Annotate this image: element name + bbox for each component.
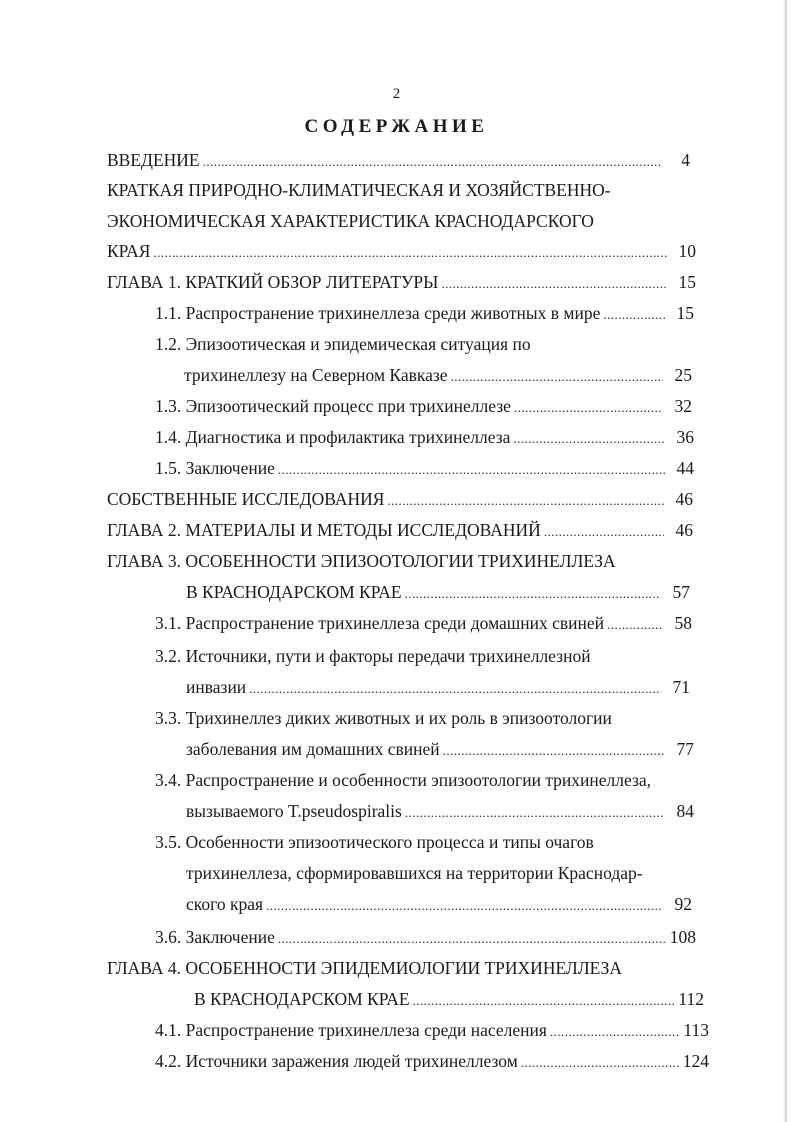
toc-entry-4-2[interactable] xyxy=(155,1050,709,1074)
toc-page-number: 46 xyxy=(675,520,693,540)
toc-page-number: 58 xyxy=(674,613,692,633)
toc-page-number: 77 xyxy=(676,739,694,759)
toc-leader-dots xyxy=(153,242,667,264)
toc-leader-dots xyxy=(443,740,665,762)
toc-leader-dots xyxy=(514,397,663,419)
toc-page-number: 124 xyxy=(682,1051,709,1071)
toc-entry-krai-line2: ЭКОНОМИЧЕСКАЯ ХАРАКТЕРИСТИКА КРАСНОДАРСКОГО xyxy=(107,211,594,231)
page-title: СОДЕРЖАНИЕ xyxy=(304,116,489,137)
toc-label: 1.4. Диагностика и профилактика трихинеллеза xyxy=(155,427,511,447)
toc-label: КРАЯ xyxy=(107,241,151,261)
toc-leader-dots xyxy=(550,1021,680,1043)
toc-label: 3.6. Заключение xyxy=(155,927,275,947)
toc-page-number: 44 xyxy=(676,458,694,478)
toc-entry-chapter-1[interactable] xyxy=(107,271,696,295)
toc-page-number: 92 xyxy=(674,894,692,914)
toc-page-number: 112 xyxy=(678,989,704,1009)
toc-leader-dots xyxy=(405,583,661,605)
toc-leader-dots xyxy=(544,521,664,543)
toc-leader-dots xyxy=(603,304,665,326)
toc-entry-3-5[interactable] xyxy=(186,893,692,917)
toc-leader-dots xyxy=(405,802,665,824)
toc-label: 4.1. Распространение трихинеллеза среди населения xyxy=(155,1020,547,1040)
toc-leader-dots xyxy=(249,678,661,700)
toc-label: ВВЕДЕНИЕ xyxy=(107,150,200,170)
toc-page-number: 32 xyxy=(674,396,692,416)
toc-label: трихинеллезу на Северном Кавказе xyxy=(184,365,448,385)
toc-page-number: 25 xyxy=(674,365,692,385)
toc-page-number: 15 xyxy=(676,303,694,323)
toc-entry-krai[interactable] xyxy=(107,240,696,264)
toc-leader-dots xyxy=(278,928,667,950)
toc-label: вызываемого T.pseudospiralis xyxy=(186,801,402,821)
toc-page-number: 84 xyxy=(676,801,694,821)
toc-entry-chapter-3[interactable] xyxy=(186,581,690,605)
toc-label: заболевания им домашних свиней xyxy=(186,739,440,759)
toc-label: СОБСТВЕННЫЕ ИССЛЕДОВАНИЯ xyxy=(107,489,385,509)
toc-page-number: 15 xyxy=(678,272,696,292)
toc-entry-own-research[interactable] xyxy=(107,488,693,512)
toc-entry-4-1[interactable] xyxy=(155,1019,709,1043)
toc-page-number: 57 xyxy=(672,582,690,602)
toc-label: 1.5. Заключение xyxy=(155,458,275,478)
toc-entry-1-4[interactable] xyxy=(155,426,694,450)
toc-page-number: 4 xyxy=(681,150,690,170)
toc-leader-dots xyxy=(521,1052,680,1074)
toc-entry-3-3[interactable] xyxy=(186,738,694,762)
toc-entry-1-2-line1: 1.2. Эпизоотическая и эпидемическая ситуация по xyxy=(155,334,531,354)
toc-label: 3.1. Распространение трихинеллеза среди домашних свиней xyxy=(155,613,605,633)
toc-entry-intro[interactable] xyxy=(107,149,690,173)
toc-leader-dots xyxy=(413,990,675,1012)
toc-entry-3-2-line1: 3.2. Источники, пути и факторы передачи трихинеллезной xyxy=(155,646,591,666)
toc-leader-dots xyxy=(607,614,663,636)
toc-leader-dots xyxy=(266,895,663,917)
toc-page-number: 71 xyxy=(672,677,690,697)
toc-leader-dots xyxy=(278,459,665,481)
toc-label: 4.2. Источники заражения людей трихинеллезом xyxy=(155,1051,518,1071)
toc-page-number: 46 xyxy=(675,489,693,509)
toc-label: ГЛАВА 1. КРАТКИЙ ОБЗОР ЛИТЕРАТУРЫ xyxy=(107,272,439,292)
toc-leader-dots xyxy=(441,273,667,295)
toc-label: В КРАСНОДАРСКОМ КРАЕ xyxy=(186,582,402,602)
toc-entry-1-2[interactable] xyxy=(184,364,692,388)
toc-entry-chapter-4-line1: ГЛАВА 4. ОСОБЕННОСТИ ЭПИДЕМИОЛОГИИ ТРИХИНЕЛЛЕЗА xyxy=(107,958,622,978)
toc-page-number: 113 xyxy=(683,1020,709,1040)
toc-page-number: 108 xyxy=(669,927,696,947)
toc-entry-3-3-line1: 3.3. Трихинеллез диких животных и их роль в эпизоотологии xyxy=(155,708,612,728)
toc-leader-dots xyxy=(387,490,664,512)
toc-entry-3-5-line2: трихинеллеза, сформировавшихся на территории Краснодар- xyxy=(186,863,643,883)
page-number: 2 xyxy=(392,86,401,102)
toc-entry-1-1[interactable] xyxy=(155,302,694,326)
toc-label: 1.1. Распространение трихинеллеза среди животных в мире xyxy=(155,303,601,323)
toc-leader-dots xyxy=(451,366,663,388)
toc-label: В КРАСНОДАРСКОМ КРАЕ xyxy=(194,989,410,1009)
toc-entry-3-2[interactable] xyxy=(186,676,690,700)
toc-label: инвазии xyxy=(186,677,247,697)
toc-entry-chapter-2[interactable] xyxy=(107,519,693,543)
toc-page-number: 36 xyxy=(676,427,694,447)
toc-page-number: 10 xyxy=(678,241,696,261)
toc-label: 1.3. Эпизоотический процесс при трихинеллезе xyxy=(155,396,511,416)
toc-leader-dots xyxy=(203,151,661,173)
toc-entry-3-4[interactable] xyxy=(186,800,694,824)
toc-entry-3-1[interactable] xyxy=(155,612,692,636)
toc-label: ского края xyxy=(186,894,264,914)
toc-entry-krai-line1: КРАТКАЯ ПРИРОДНО-КЛИМАТИЧЕСКАЯ И ХОЗЯЙСТВЕННО- xyxy=(107,180,611,200)
toc-entry-1-5[interactable] xyxy=(155,457,694,481)
toc-entry-1-3[interactable] xyxy=(155,395,692,419)
page-edge-shadow xyxy=(783,0,787,1122)
toc-entry-3-6[interactable] xyxy=(155,926,696,950)
toc-label: ГЛАВА 2. МАТЕРИАЛЫ И МЕТОДЫ ИССЛЕДОВАНИЙ xyxy=(107,520,541,540)
toc-entry-3-5-line1: 3.5. Особенности эпизоотического процесса и типы очагов xyxy=(155,832,594,852)
toc-entry-chapter-4[interactable] xyxy=(194,988,704,1012)
toc-leader-dots xyxy=(513,428,665,450)
toc-entry-chapter-3-line1: ГЛАВА 3. ОСОБЕННОСТИ ЭПИЗООТОЛОГИИ ТРИХИНЕЛЛЕЗА xyxy=(107,551,616,571)
toc-entry-3-4-line1: 3.4. Распространение и особенности эпизоотологии трихинеллеза, xyxy=(155,770,652,790)
